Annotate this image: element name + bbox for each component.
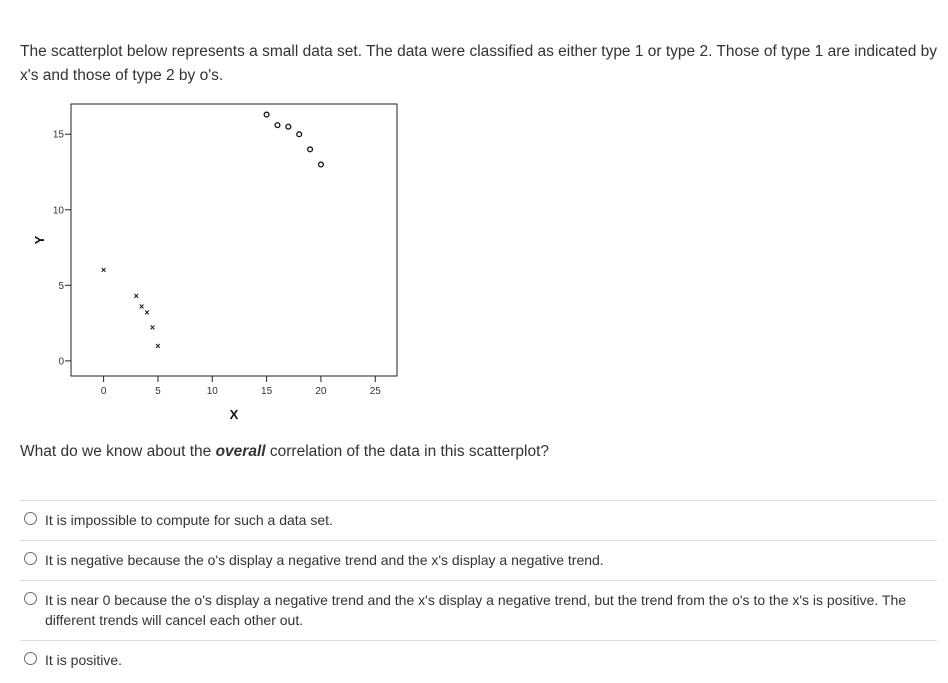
- data-point-o: [308, 147, 313, 152]
- prompt-after: correlation of the data in this scatterplot?: [265, 443, 550, 460]
- data-point-x: ×: [144, 307, 150, 318]
- x-tick-label: 20: [315, 386, 327, 397]
- answer-options: [20, 500, 937, 680]
- plot-frame: [71, 104, 397, 376]
- y-tick-label: 5: [58, 280, 64, 292]
- option-label: It is impossible to compute for such a data set.: [45, 512, 333, 528]
- x-tick-label: 0: [100, 386, 107, 397]
- data-point-o: [275, 123, 280, 128]
- answer-option-4[interactable]: [20, 640, 937, 680]
- scatterplot: [0, 95, 420, 430]
- answer-option-1[interactable]: [20, 500, 937, 540]
- radio-button-icon[interactable]: [24, 592, 37, 605]
- question-prompt: [20, 441, 549, 463]
- x-tick-label: 25: [369, 386, 381, 397]
- y-tick-label: 15: [52, 129, 64, 141]
- answer-option-2[interactable]: [20, 540, 937, 580]
- y-axis-title: Y: [32, 235, 47, 245]
- x-tick-label: 15: [261, 386, 273, 397]
- option-label: It is negative because the o's display a negative trend and the x's display a negative trend.: [45, 552, 604, 568]
- scatterplot-svg: [0, 95, 420, 430]
- radio-button-icon[interactable]: [24, 652, 37, 665]
- y-tick-label: 0: [58, 356, 64, 368]
- radio-button-icon[interactable]: [24, 512, 37, 525]
- data-point-x: ×: [100, 265, 107, 276]
- x-tick-label: 5: [155, 386, 161, 397]
- x-axis-title: X: [229, 407, 239, 422]
- data-point-x: ×: [139, 301, 145, 312]
- data-point-x: ×: [155, 340, 161, 351]
- data-point-o: [297, 132, 302, 137]
- option-label: It is near 0 because the o's display a negative trend and the x's display a negative trend, but the trend from the o's to the x's is positive. The different trends will cancel each other out.: [45, 592, 907, 628]
- y-axis-ticks: [53, 130, 71, 368]
- data-points: [101, 112, 323, 351]
- question-intro: The scatterplot below represents a small data set. The data were classified as either type 1 or type 2. Those of type 1 are indicated by x's and those of type 2 by o's.: [20, 43, 938, 84]
- x-tick-label: 10: [206, 386, 218, 397]
- data-point-x: ×: [149, 322, 156, 333]
- data-point-o: [319, 162, 324, 167]
- x-axis-ticks: [101, 376, 381, 397]
- option-label: It is positive.: [45, 652, 123, 668]
- data-point-x: ×: [133, 290, 139, 301]
- answer-option-3[interactable]: [20, 580, 937, 640]
- prompt-emphasis: overall: [215, 443, 266, 460]
- prompt-before: What do we know about the: [20, 443, 216, 460]
- y-tick-label: 10: [52, 205, 64, 217]
- radio-button-icon[interactable]: [24, 552, 37, 565]
- data-point-o: [264, 112, 269, 117]
- data-point-o: [286, 124, 291, 129]
